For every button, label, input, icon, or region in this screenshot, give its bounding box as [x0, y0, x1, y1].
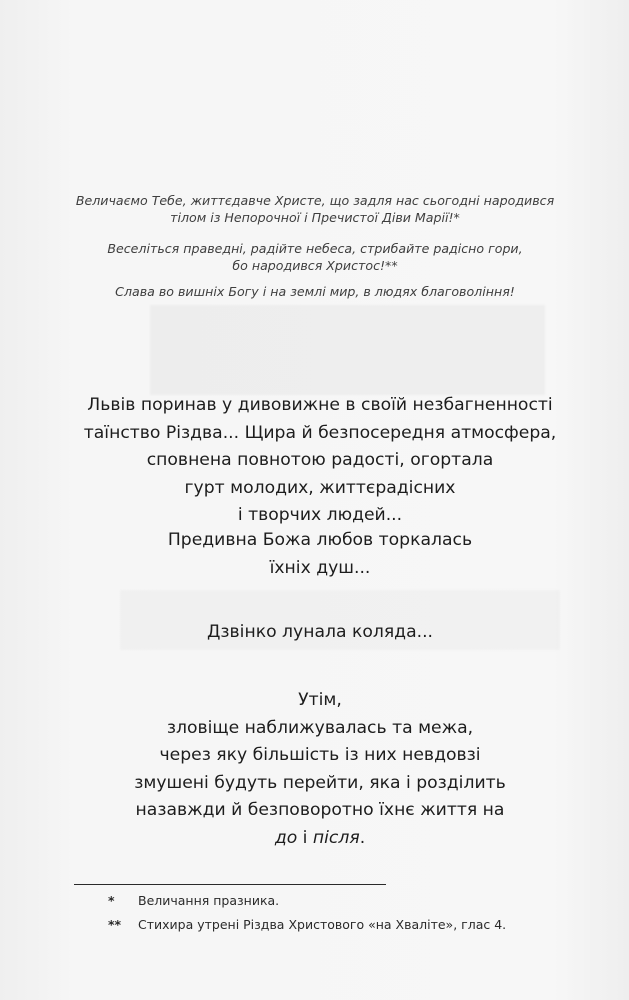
paragraph-line: змушені будуть перейти, яка і розділить	[134, 772, 506, 793]
period: .	[359, 827, 366, 848]
paragraph-boundary	[40, 687, 600, 852]
epigraph-verse-2	[70, 240, 560, 274]
paragraph-line: їхніх душ...	[269, 557, 371, 578]
epigraph-line: тілом із Непорочної і Пречистої Діви Марії!*	[170, 210, 460, 225]
epigraph-line: Веселіться праведні, радійте небеса, стрибайте радісно гори,	[107, 241, 523, 256]
epigraph-verse-1	[70, 192, 560, 226]
paragraph-lviv	[40, 392, 600, 530]
paragraph-line: сповнена повнотою радості, огортала	[146, 450, 494, 470]
epigraph-line: бо народився Христос!**	[232, 258, 398, 273]
footnote-mark: *	[108, 893, 115, 908]
epigraph-line: Величаємо Тебе, життєдавче Христе, що задля нас сьогодні народився	[75, 193, 555, 208]
epigraph-verse-3	[70, 283, 560, 300]
paragraph-line: Утім,	[298, 690, 342, 710]
paragraph-love	[40, 527, 600, 582]
show-through-shadow	[150, 305, 545, 395]
paragraph-line: назавжди й безповоротно їхнє життя на	[135, 800, 505, 820]
paragraph-line: таїнство Різдва... Щира й безпосередня атмосфера,	[83, 422, 557, 443]
emphasis-after: після	[312, 827, 360, 848]
conjunction: і	[297, 827, 313, 848]
paragraph-line: Львів поринав у дивовижне в своїй незбагненності	[87, 395, 553, 415]
footnote-1	[108, 893, 279, 909]
footnote-text: Величання празника.	[138, 893, 280, 908]
paragraph-line: Предивна Божа любов торкалась	[167, 530, 473, 550]
emphasis-before: до	[274, 827, 298, 848]
footnote-mark: **	[108, 917, 122, 932]
paragraph-line: і творчих людей...	[237, 505, 403, 525]
paragraph-line: через яку більшість із них невдовзі	[159, 745, 481, 765]
paragraph-carol	[40, 619, 600, 647]
paragraph-line: гурт молодих, життєрадісних	[184, 477, 456, 498]
footnote-divider	[74, 884, 386, 885]
epigraph-line: Слава во вишніх Богу і на землі мир, в людях благовоління!	[115, 284, 515, 299]
footnote-text: Стихира утрені Різдва Христового «на Хваліте», глас 4.	[138, 917, 507, 932]
paragraph-line: Дзвінко лунала коляда...	[206, 622, 433, 642]
footnote-2	[108, 917, 506, 933]
paragraph-line	[40, 825, 600, 853]
paragraph-line: зловіще наближувалась та межа,	[166, 717, 474, 738]
